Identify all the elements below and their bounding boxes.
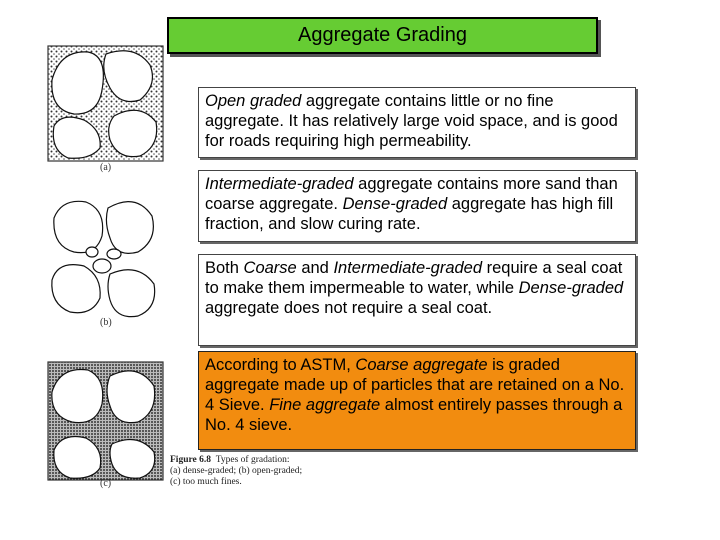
sample-b: [52, 201, 155, 316]
astm-fine-term: Fine aggregate: [269, 396, 381, 414]
intermediate-graded-box: [198, 170, 636, 242]
seal-pre: Both: [205, 259, 244, 277]
seal-coat-box: [198, 254, 636, 346]
slide-title-text: Aggregate Grading: [297, 24, 467, 46]
seal-dense-term: Dense-graded: [518, 279, 624, 297]
figure-label-c: (c): [100, 478, 112, 489]
seal-intermediate-term: Intermediate-graded: [333, 259, 483, 277]
astm-rest: almost entirely passes through a No. 4 sieve.: [205, 396, 623, 434]
dense-graded-text: aggregate has high fill fraction, and slow curing rate.: [205, 195, 614, 233]
seal-mid-1: and: [296, 259, 334, 277]
caption-title: Types of gradation:: [215, 455, 290, 465]
astm-coarse-term: Coarse aggregate: [355, 356, 488, 374]
seal-rest: aggregate does not require a seal coat.: [205, 299, 493, 317]
open-graded-text: aggregate contains little or no fine aggregate. It has relatively large void space, and is good for roads requiring high permeability.: [205, 92, 618, 150]
sample-c: [48, 362, 163, 480]
figure-label-a: (a): [100, 162, 112, 173]
astm-mid: is graded aggregate made up of particles that are retained on a No. 4 Sieve.: [205, 356, 625, 414]
figure-caption: [170, 455, 370, 488]
sample-a: [48, 46, 163, 161]
astm-definition-box: [198, 351, 636, 450]
astm-pre: According to ASTM,: [205, 356, 356, 374]
open-graded-box: [198, 87, 636, 158]
seal-mid-2: require a seal coat to make them impermeable to water, while: [205, 259, 623, 297]
dense-graded-term: Dense-graded: [342, 195, 448, 213]
intermediate-graded-term: Intermediate-graded: [205, 175, 354, 193]
figure-label-b: (b): [100, 317, 112, 328]
intermediate-graded-text: aggregate contains more sand than coarse aggregate.: [205, 175, 618, 213]
caption-number: Figure 6.8: [170, 455, 211, 465]
caption-line-3: (c) too much fines.: [170, 477, 242, 487]
open-graded-term: Open graded: [205, 92, 302, 110]
seal-coarse-term: Coarse: [243, 259, 297, 277]
caption-line-2: (a) dense-graded; (b) open-graded;: [170, 466, 303, 476]
